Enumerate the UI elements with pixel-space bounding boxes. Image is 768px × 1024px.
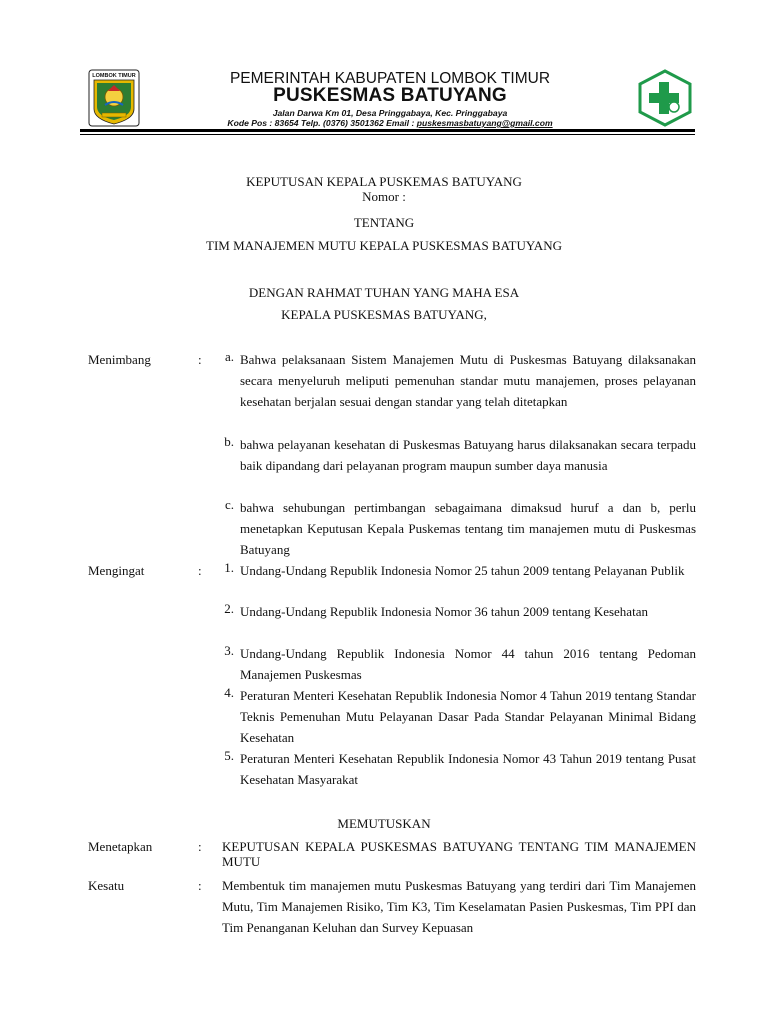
letterhead-rule-thick <box>80 129 695 132</box>
contact-prefix: Kode Pos : 83654 Telp. (0376) 3501362 Email : <box>227 118 417 128</box>
address-line: Jalan Darwa Km 01, Desa Pringgabaya, Kec. Pringgabaya <box>272 108 508 118</box>
memutuskan-heading: MEMUTUSKAN <box>337 816 431 831</box>
menimbang-colon: : <box>198 352 202 367</box>
kesatu-text: Membentuk tim manajemen mutu Puskesmas Batuyang yang terdiri dari Tim Manajemen Mutu, Tim Manajemen Risiko, Tim K3, Tim Keselamatan Pasien Puskesmas, Tim PPI dan Tim Penanganan Keluhan dan Survey Kepuasan <box>222 878 696 935</box>
mengingat-mark-5: 5. <box>224 748 234 763</box>
kesatu-label: Kesatu <box>88 878 125 893</box>
menetapkan-text: KEPUTUSAN KEPALA PUSKESMAS BATUYANG TENTANG TIM MANAJEMEN MUTU <box>222 839 696 869</box>
contact-line <box>150 118 630 128</box>
svg-text:LOMBOK TIMUR: LOMBOK TIMUR <box>92 73 136 79</box>
letterhead-rule-thin <box>80 134 695 135</box>
mengingat-item-4: Peraturan Menteri Kesehatan Republik Indonesia Nomor 4 Tahun 2019 tentang Standar Teknis Pemenuhan Mutu Pelayanan Dasar Pada Standar Pelayanan Minimal Bidang Kesehatan <box>240 688 696 745</box>
menimbang-mark-b: b. <box>224 434 234 449</box>
menimbang-mark-c: c. <box>224 497 234 512</box>
mengingat-item-2: Undang-Undang Republik Indonesia Nomor 36 tahun 2009 tentang Kesehatan <box>240 604 648 619</box>
issuer: KEPALA PUSKESMAS BATUYANG, <box>281 307 487 322</box>
mengingat-label: Mengingat <box>88 563 145 578</box>
menimbang-item-a: Bahwa pelaksanaan Sistem Manajemen Mutu di Puskesmas Batuyang dilaksanakan secara menyeluruh meliputi pemenuhan standar mutu manajemen, proses pelayanan kesehatan berjalan sesuai dengan standar yang telah ditetapkan <box>240 352 696 409</box>
mengingat-mark-2: 2. <box>224 601 234 616</box>
decree-title: KEPUTUSAN KEPALA PUSKEMAS BATUYANG <box>246 174 522 189</box>
menetapkan-label: Menetapkan <box>88 839 153 854</box>
decree-number: Nomor : <box>362 189 406 204</box>
menetapkan-colon: : <box>198 839 202 854</box>
mengingat-item-5: Peraturan Menteri Kesehatan Republik Indonesia Nomor 43 Tahun 2019 tentang Pusat Kesehatan Masyarakat <box>240 751 696 787</box>
menimbang-item-b: bahwa pelayanan kesehatan di Puskesmas Batuyang harus dilaksanakan secara terpadu baik dipandang dari pelayanan program maupun sumber daya manusia <box>240 437 696 473</box>
government-name: PEMERINTAH KABUPATEN LOMBOK TIMUR <box>229 70 551 87</box>
invocation: DENGAN RAHMAT TUHAN YANG MAHA ESA <box>248 285 520 300</box>
decree-subject: TIM MANAJEMEN MUTU KEPALA PUSKESMAS BATUYANG <box>206 238 562 253</box>
mengingat-mark-3: 3. <box>224 643 234 658</box>
mengingat-colon: : <box>198 563 202 578</box>
mengingat-mark-4: 4. <box>224 685 234 700</box>
institution-name: PUSKESMAS BATUYANG <box>273 85 507 106</box>
menimbang-item-c: bahwa sehubungan pertimbangan sebagaimana dimaksud huruf a dan b, perlu menetapkan Keputusan Kepala Puskemas tentang tim manajemen mutu di Puskesmas Batuyang <box>240 500 696 557</box>
mengingat-item-1: Undang-Undang Republik Indonesia Nomor 25 tahun 2009 tentang Pelayanan Publik <box>240 563 685 578</box>
menimbang-mark-a: a. <box>224 349 234 364</box>
mengingat-mark-1: 1. <box>224 560 234 575</box>
kesatu-colon: : <box>198 878 202 893</box>
mengingat-item-3: Undang-Undang Republik Indonesia Nomor 44 tahun 2016 tentang Pedoman Manajemen Puskesmas <box>240 646 696 682</box>
menimbang-label: Menimbang <box>88 352 151 367</box>
puskesmas-logo <box>636 69 694 127</box>
decree-tentang: TENTANG <box>353 215 415 230</box>
email-link[interactable]: puskesmasbatuyang@gmail.com <box>416 118 553 128</box>
lombok-timur-logo <box>88 69 140 127</box>
